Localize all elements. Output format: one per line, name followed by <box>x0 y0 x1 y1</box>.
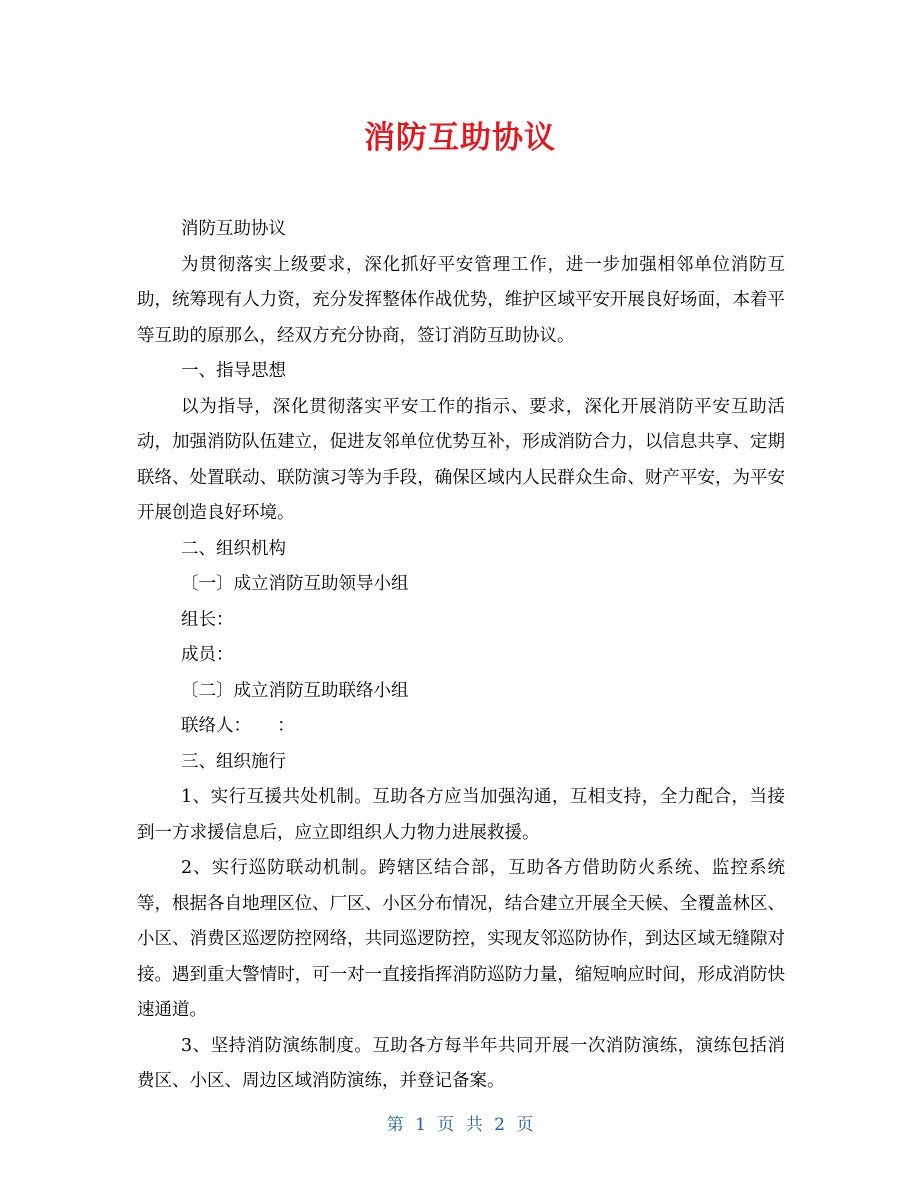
field-liaison: 联络人： ： <box>181 716 295 736</box>
page-number-footer: 第 1 页 共 2 页 <box>386 1115 534 1135</box>
subsection-heading-liaison-group: 〔二〕成立消防互助联络小组 <box>181 680 409 701</box>
paragraph-guiding-ideology: 以为指导，深化贯彻落实平安工作的指示、要求，深化开展消防平安互助活动，加强消防队伍建立，促进友邻单位优势互补，形成消防合力，以信息共享、定期联络、处置联动、联防演习等为手段，确保区域内人民群众生命、财产平安，为平安开展创造良好环境。 <box>137 396 785 523</box>
field-members: 成员： <box>181 645 234 665</box>
paragraph-item-1: 1、实行互援共处机制。互助各方应当加强沟通，互相支持，全力配合，当接到一方求援信息后，应立即组织人力物力进展救援。 <box>137 787 785 843</box>
paragraph-item-3: 3、坚持消防演练制度。互助各方每半年共同开展一次消防演练，演练包括消费区、小区、周边区域消防演练，并登记备案。 <box>137 1035 785 1091</box>
paragraph-intro: 为贯彻落实上级要求，深化抓好平安管理工作，进一步加强相邻单位消防互助，统筹现有人力资，充分发挥整体作战优势，维护区域平安开展良好场面，本着平等互助的原那么，经双方充分协商，签订消防互助协议。 <box>137 254 785 346</box>
paragraph-item-2: 2、实行巡防联动机制。跨辖区结合部，互助各方借助防火系统、监控系统等，根据各自地理区位、厂区、小区分布情况，结合建立开展全天候、全覆盖林区、小区、消费区巡逻防控网络，共同巡逻防控，实现友邻巡防协作，到达区域无缝隙对接。遇到重大警情时，可一对一直接指挥消防巡防力量，缩短响应时间，形成消防快速通道。 <box>137 858 785 1020</box>
document-body <box>137 212 785 1100</box>
field-group-leader: 组长： <box>181 609 234 630</box>
subsection-heading-leadership-group: 〔一〕成立消防互助领导小组 <box>181 574 409 594</box>
section-heading-organization: 二、组织机构 <box>181 538 286 559</box>
document-title: 消防互助协议 <box>364 120 556 156</box>
section-heading-guiding-ideology: 一、指导思想 <box>181 361 286 381</box>
paragraph-subtitle: 消防互助协议 <box>181 219 286 239</box>
section-heading-implementation: 三、组织施行 <box>181 751 286 772</box>
